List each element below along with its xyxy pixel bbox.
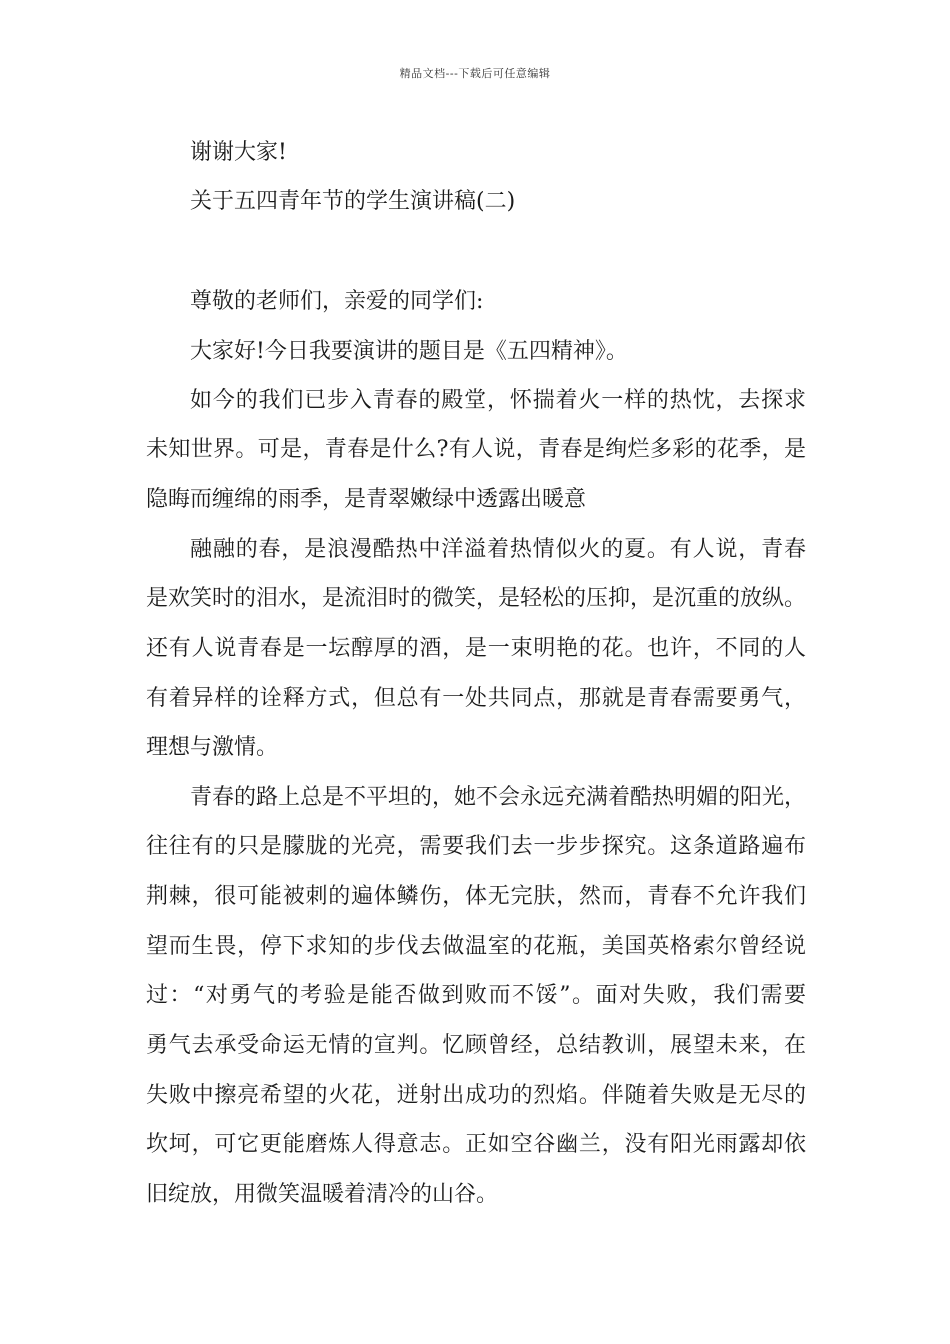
- page-header: 精品文档---下载后可任意编辑: [399, 67, 551, 80]
- paragraph-line: 如今的我们已步入青春的殿堂，怀揣着火一样的热忱，去探求: [190, 388, 806, 413]
- paragraph-line: 青春的路上总是不平坦的，她不会永远充满着酷热明媚的阳光，: [190, 785, 807, 810]
- speech-title: 关于五四青年节的学生演讲稿(二): [190, 189, 516, 214]
- paragraph-line: 理想与激情。: [146, 735, 279, 760]
- paragraph-line: 有着异样的诠释方式，但总有一处共同点，那就是青春需要勇气，: [146, 686, 806, 711]
- paragraph-line: 过：“对勇气的考验是能否做到败而不馁”。面对失败，我们需要: [146, 983, 806, 1008]
- paragraph-line: 望而生畏，停下求知的步伐去做温室的花瓶，美国英格索尔曾经说: [146, 934, 806, 959]
- paragraph-line: 坎坷，可它更能磨炼人得意志。正如空谷幽兰，没有阳光雨露却依: [146, 1132, 806, 1157]
- paragraph-line: 未知世界。可是，青春是什么?有人说，青春是绚烂多彩的花季，是: [146, 437, 806, 462]
- paragraph-line: 勇气去承受命运无情的宣判。忆顾曾经，总结教训，展望未来，在: [146, 1033, 806, 1058]
- paragraph-line: 隐晦而缠绵的雨季，是青翠嫩绿中透露出暖意: [146, 487, 587, 512]
- paragraph-line: 是欢笑时的泪水，是流泪时的微笑，是轻松的压抑，是沉重的放纵。: [146, 586, 807, 611]
- paragraph-line: 融融的春，是浪漫酷热中洋溢着热情似火的夏。有人说，青春: [190, 537, 806, 562]
- closing-line: 谢谢大家!: [190, 140, 287, 165]
- paragraph-line: 还有人说青春是一坛醇厚的酒，是一束明艳的花。也许，不同的人: [146, 636, 806, 661]
- paragraph-line: 旧绽放，用微笑温暖着清冷的山谷。: [146, 1182, 499, 1207]
- greeting-line: 大家好!今日我要演讲的题目是《五四精神》。: [190, 339, 628, 364]
- paragraph-line: 往往有的只是朦胧的光亮，需要我们去一步步探究。这条道路遍布: [146, 834, 806, 859]
- paragraph-line: 荆棘，很可能被刺的遍体鳞伤，体无完肤，然而，青春不允许我们: [146, 884, 806, 909]
- paragraph-line: 失败中擦亮希望的火花，迸射出成功的烈焰。伴随着失败是无尽的: [146, 1083, 806, 1108]
- salutation: 尊敬的老师们，亲爱的同学们:: [190, 289, 484, 314]
